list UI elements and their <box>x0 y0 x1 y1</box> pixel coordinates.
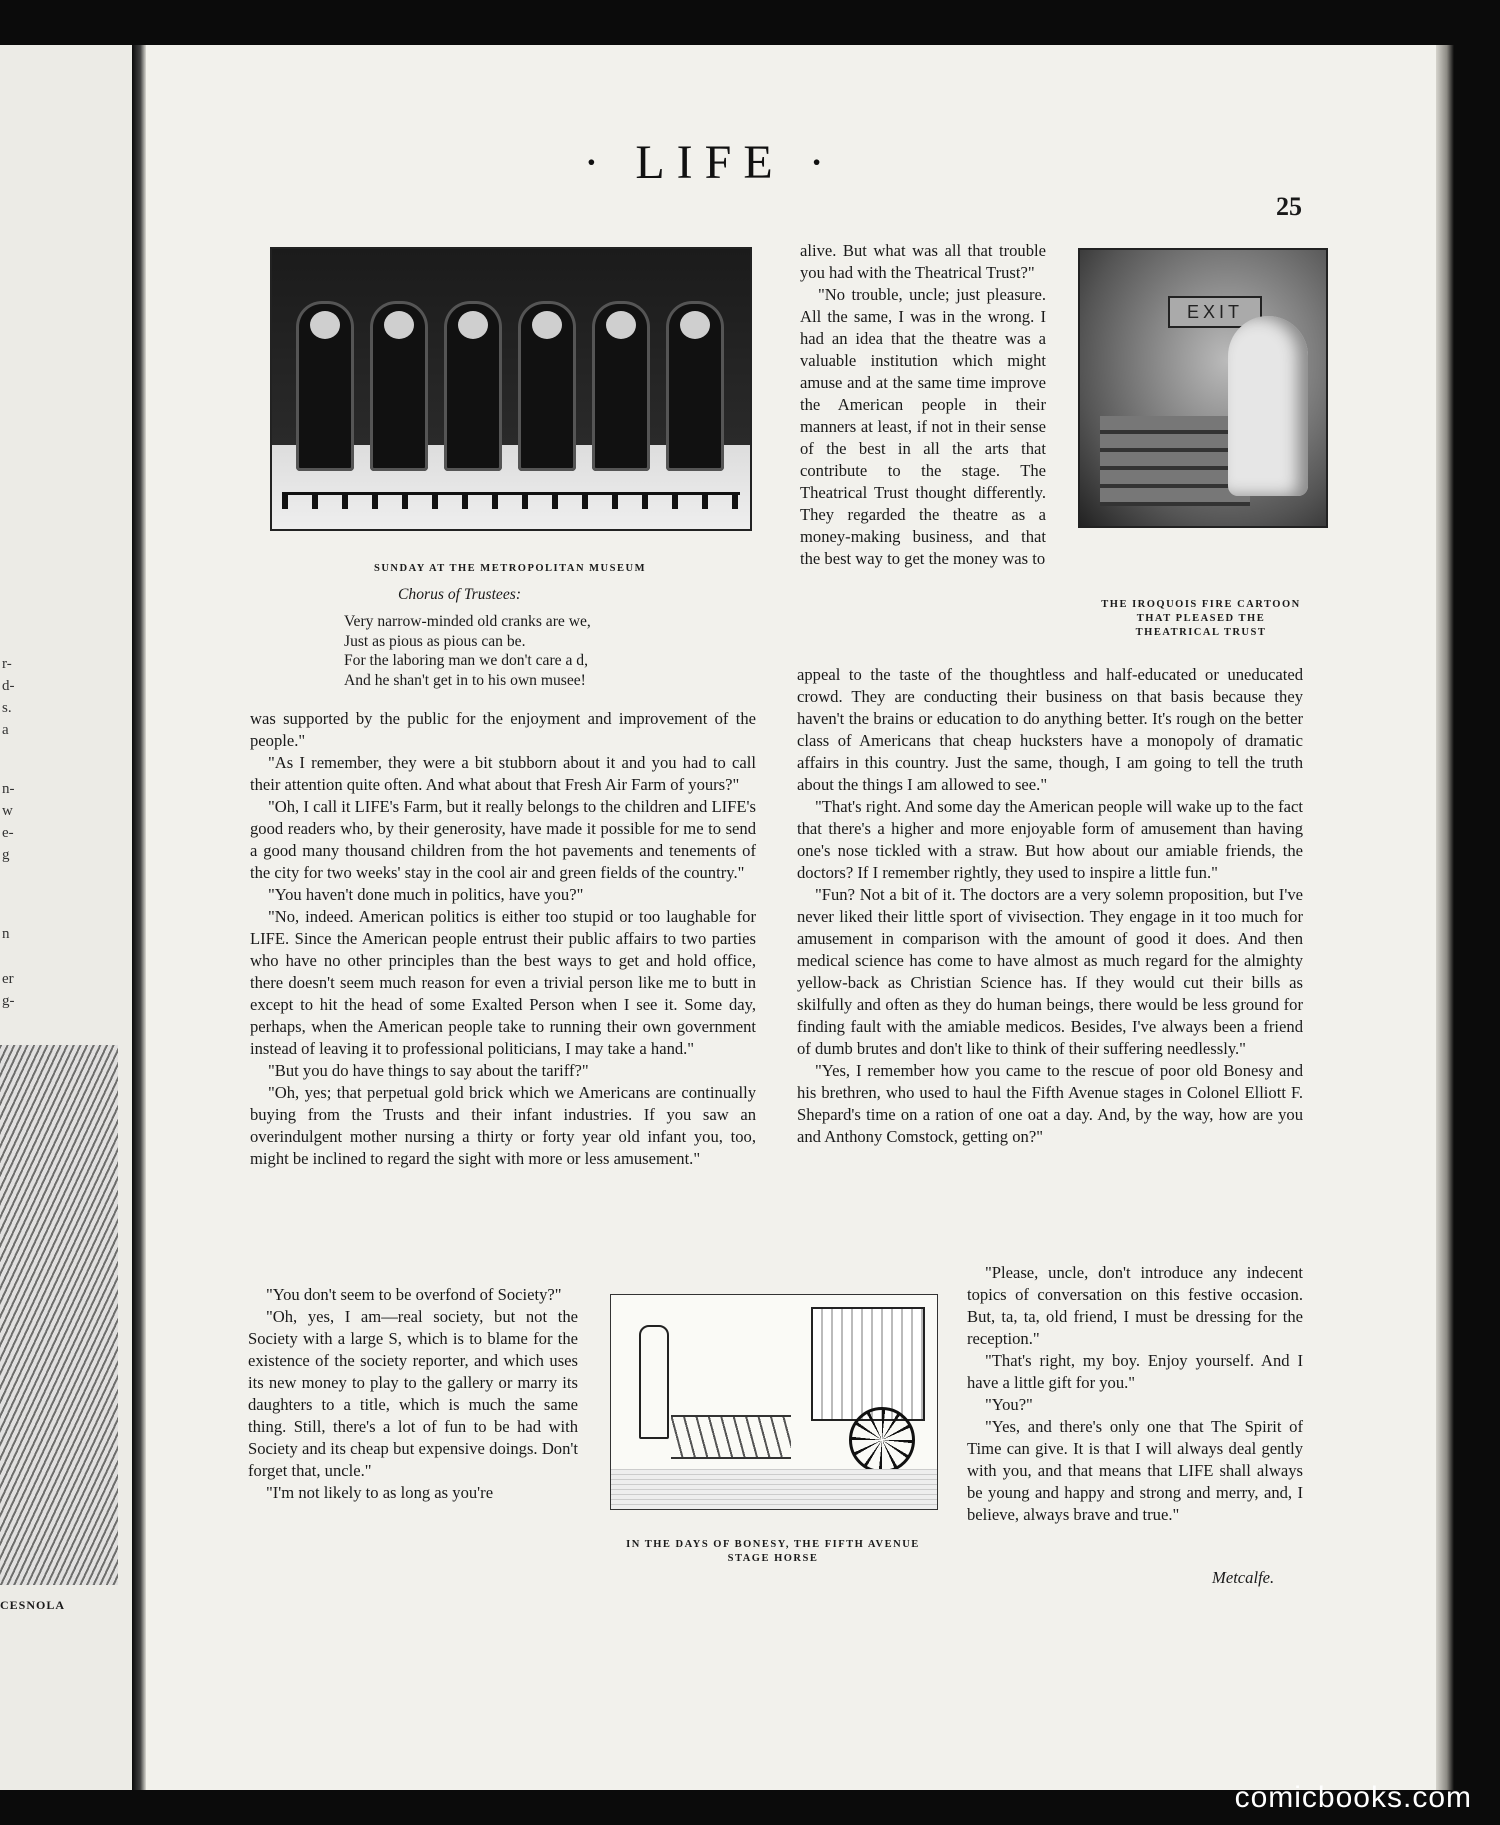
trustee-figure <box>296 301 354 471</box>
paragraph: "Oh, I call it LIFE's Farm, but it really belongs to the children and LIFE's good readers who, by their generosity, have made it possible for me to send a good many thousand children from the hot pavements and tenements of the city for two weeks' stay in the cool air and green fields of the country." <box>250 797 756 882</box>
right-column <box>797 664 1303 1148</box>
left-text-fragment: w <box>2 803 13 819</box>
paragraph: appeal to the taste of the thoughtless and half-educated or uneducated crowd. They are conducting their business on that basis because they haven't the brains or education to do anything better. It's rough on the better class of Americans that cheap hucksters have a monopoly of dramatic affairs in this country. Just the same, though, I am going to tell the truth about the things I am allowed to see." <box>797 665 1303 794</box>
left-text-fragment: e- <box>2 825 14 841</box>
robed-figure <box>1228 316 1308 496</box>
masthead: · LIFE · <box>583 136 837 189</box>
paragraph: "But you do have things to say about the tariff?" <box>268 1061 589 1080</box>
page-number: 25 <box>1276 192 1302 221</box>
horse-figure <box>671 1415 791 1459</box>
trustee-figure <box>666 301 724 471</box>
paragraph: "Oh, yes, I am—real society, but not the Society with a large S, which is to blame for the existence of the society reporter, and which uses its new money to play to the gallery or marry its daughters to a title, which is much the same thing. Still, there's a lot of fun to be had with Society and its cheap but expensive doings. Don't forget that, uncle." <box>248 1307 578 1480</box>
paragraph: "No trouble, uncle; just pleasure. All the same, I was in the wrong. I had an idea that the theatre was a valuable institution which might amuse and at the same time improve the American people in their manners at least, if not in their sense of the best in all the arts that contribute to the stage. The Theatrical Trust thought differently. They regarded the theatre as a money-making business, and that the best way to get the money was to <box>800 285 1046 568</box>
narrow-column <box>800 240 1046 570</box>
verse-title: Chorus of Trustees: <box>398 586 522 603</box>
left-text-fragment: g- <box>2 993 15 1009</box>
museum-caption: SUNDAY AT THE METROPOLITAN MUSEUM <box>374 563 646 574</box>
exit-sign: EXIT <box>1168 296 1262 328</box>
right-bottom-column <box>967 1262 1303 1526</box>
man-figure <box>639 1325 669 1439</box>
caption-line: THEATRICAL TRUST <box>1135 627 1267 638</box>
left-caption: CESNOLA <box>0 1598 66 1612</box>
left-text-fragment: r- <box>2 656 12 672</box>
trustee-figure <box>370 301 428 471</box>
book-gutter <box>132 45 146 1790</box>
stage-coach <box>811 1307 925 1421</box>
paragraph: "As I remember, they were a bit stubborn about it and you had to call their attention quite often. And what about that Fresh Air Farm of yours?" <box>250 753 756 794</box>
stage-horse-illustration <box>610 1294 938 1510</box>
paragraph: alive. But what was all that trouble you had with the Theatrical Trust?" <box>800 241 1046 282</box>
paragraph: "That's right, my boy. Enjoy yourself. And I have a little gift for you." <box>967 1351 1303 1392</box>
caption-line: IN THE DAYS OF BONESY, THE FIFTH AVENUE <box>626 1539 920 1550</box>
paragraph: "You?" <box>985 1395 1033 1414</box>
paragraph: "Fun? Not a bit of it. The doctors are a very solemn proposition, but I've never liked their little sport of vivisection. They engage in it too much for amusement in comparison with the amount of good it does. And then medical science has come to have almost as much regard for the almighty yellow-back as Christian Science has. If they would cut their bills as skilfully and often as they do human beings, there would be less ground for finding fault with the amiable medicos. Besides, I've always been a friend of dumb brutes and don't like to think of their suffering needlessly." <box>797 885 1303 1058</box>
museum-illustration <box>270 247 752 531</box>
street <box>611 1469 937 1509</box>
trustee-figure <box>592 301 650 471</box>
paragraph: "You haven't done much in politics, have you?" <box>268 885 584 904</box>
paragraph: "Yes, I remember how you came to the rescue of poor old Bonesy and his brethren, who used to haul the Fifth Avenue stages in Colonel Elliott F. Shepard's time on a ration of one oat a day. And, by the way, how are you and Anthony Comstock, getting on?" <box>797 1061 1303 1146</box>
left-text-fragment: a <box>2 722 9 738</box>
verse-line: For the laboring man we don't care a d, <box>344 652 589 669</box>
verse-line: Very narrow-minded old cranks are we, <box>344 613 591 630</box>
left-text-fragment: n <box>2 926 10 942</box>
trustees-verse <box>344 612 704 690</box>
left-illustration <box>0 1045 118 1585</box>
iroquois-caption <box>1090 598 1312 640</box>
paragraph: "You don't seem to be overfond of Society?" <box>266 1285 562 1304</box>
footlights <box>282 492 740 509</box>
signature: Metcalfe. <box>1212 1568 1275 1587</box>
paragraph: "Yes, and there's only one that The Spirit of Time can give. It is that I will always deal gently with you, and that means that LIFE shall always be young and happy and strong and merry, and, I believe, always brave and true." <box>967 1417 1303 1524</box>
left-column <box>250 708 756 1170</box>
left-text-fragment: d- <box>2 678 15 694</box>
left-bottom-column <box>248 1284 578 1504</box>
paragraph: was supported by the public for the enjoyment and improvement of the people." <box>250 709 756 750</box>
left-text-fragment: n- <box>2 781 15 797</box>
previous-page-fragment <box>0 45 132 1790</box>
watermark: comicbooks.com <box>1234 1781 1472 1814</box>
paragraph: "Please, uncle, don't introduce any indecent topics of conversation on this festive occasion. But, ta, ta, old friend, I must be dressing for the reception." <box>967 1263 1303 1348</box>
left-text-fragment: s. <box>2 700 12 716</box>
iroquois-fire-illustration <box>1078 248 1328 528</box>
trustee-figure <box>518 301 576 471</box>
paragraph: "Oh, yes; that perpetual gold brick which we Americans are continually buying from the Trusts and their infant industries. If you saw an overindulgent mother nursing a thirty or forty year old infant you, too, might be inclined to regard the sight with more or less amusement." <box>250 1083 756 1168</box>
verse-line: Just as pious as pious can be. <box>344 632 526 650</box>
stage-horse-caption <box>600 1538 946 1566</box>
paragraph: "No, indeed. American politics is either too stupid or too laughable for LIFE. Since the American people entrust their public affairs to two parties who have no other principles than the best ways to get and hold office, there doesn't seem much reason for even a trivial person like me to butt in except to hit the head of some Exalted Person when I see it. Some day, perhaps, when the American people take to running their own government instead of leaving it to professional politicians, I may take a hand." <box>250 907 756 1058</box>
left-text-fragment: er <box>2 971 14 987</box>
paragraph: "I'm not likely to as long as you're <box>266 1483 494 1502</box>
caption-line: THE IROQUOIS FIRE CARTOON <box>1101 599 1301 610</box>
caption-line: THAT PLEASED THE <box>1136 613 1266 624</box>
verse-line: And he shan't get in to his own musee! <box>344 671 586 689</box>
left-text-fragment: g <box>2 847 10 863</box>
paragraph: "That's right. And some day the American people will wake up to the fact that there's a higher and more enjoyable form of amusement than having one's nose tickled with a straw. But how about our amiable friends, the doctors? If I remember rightly, they used to inspire a little fun." <box>797 797 1303 882</box>
caption-line: STAGE HORSE <box>727 1553 819 1564</box>
trustee-figure <box>444 301 502 471</box>
coach-wheel <box>849 1407 915 1473</box>
page-edge <box>1436 45 1454 1790</box>
